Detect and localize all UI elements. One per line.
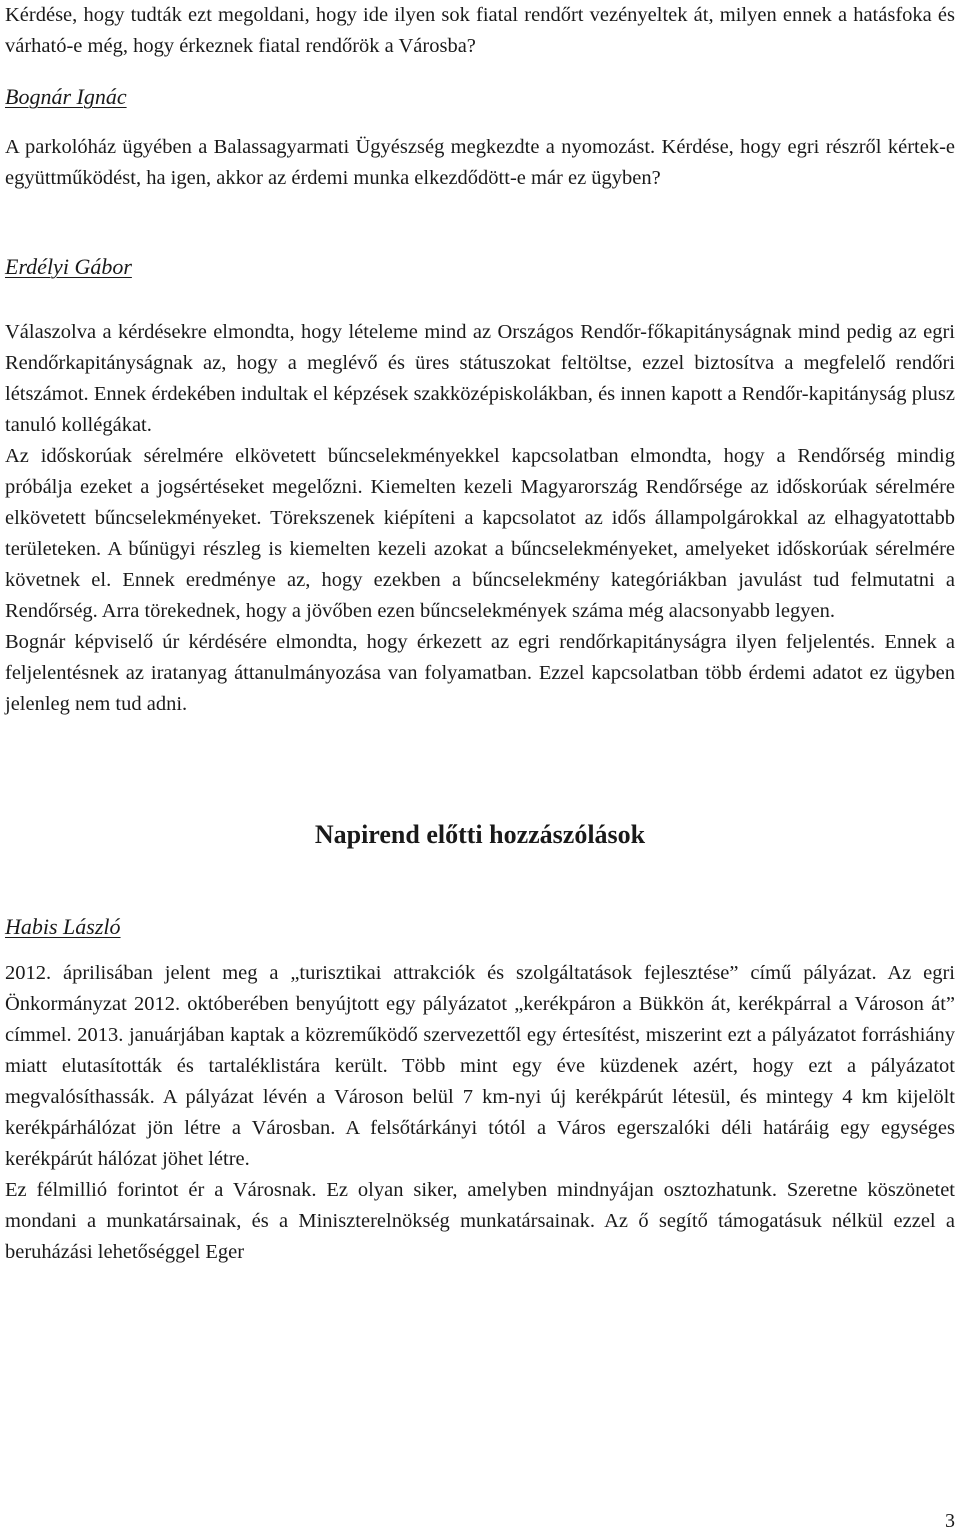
speaker-name-bognar: Bognár Ignác <box>5 84 127 109</box>
section-heading: Napirend előtti hozzászólások <box>314 820 646 849</box>
speaker-2-paragraph-2: Az időskorúak sérelmére elkövetett bűncselekményekkel kapcsolatban elmondta, hogy a Rendőrség mindig próbálja ezeket a jogsértéseket megelőzni. Kiemelten kezeli Magyarország Rendőrsége az időskorúak sérelmére elkövetett bűncselekményeket. Törekszenek kiépíteni a kapcsolatot az idős állampolgárokkal az elhagyatottabb területeken. A bűnügyi részleg is kiemelten kezeli azokat a bűncselekményeket, amelyeket időskorúak sérelmére követnek el. Ennek eredménye az, hogy ezekben a bűncselekmény kategóriákban javulást tud felmutatni a Rendőrség. Arra törekednek, hogy a jövőben ezen bűncselekmények száma még alacsonyabb legyen. <box>5 445 955 622</box>
page-number: 3 <box>945 1510 955 1532</box>
speaker-3-paragraph-1: 2012. áprilisában jelent meg a „turisztikai attrakciók és szolgáltatások fejlesztése” című pályázat. Az egri Önkormányzat 2012. októberében benyújtott egy pályázatot „kerékpáron a Bükkön át, kerékpárral a Városon át” címmel. 2013. januárjában kaptak a közreműködő szervezettől egy értesítést, miszerint ezt a pályázatot forráshiány miatt elutasították és tartaléklistára került. Több mint egy éve küzdenek azért, hogy ezt a pályázatot megvalósíthassák. A pályázat lévén a Városon belül 7 km-nyi új kerékpárút létesül, és mintegy 4 km kijelölt kerékpárhálózat jön létre a Városban. A felsőtárkányi tótól a Város egerszalóki déli határáig egy egységes kerékpárút hálózat jöhet létre. <box>5 962 955 1170</box>
intro-question-paragraph: Kérdése, hogy tudták ezt megoldani, hogy ide ilyen sok fiatal rendőrt vezényeltek át, milyen ennek a hatásfoka és várható-e még, hogy érkeznek fiatal rendőrök a Városba? <box>5 4 955 57</box>
speaker-name-habis: Habis László <box>5 914 121 939</box>
document-page <box>5 0 955 1268</box>
speaker-1-paragraph: A parkolóház ügyében a Balassagyarmati Ügyészség megkezdte a nyomozást. Kérdése, hogy egri részről kértek-e együttműködést, ha igen, akkor az érdemi munka elkezdődött-e már ez ügyben? <box>5 136 955 189</box>
speaker-name-erdelyi: Erdélyi Gábor <box>5 254 132 279</box>
speaker-2-paragraph-1: Válaszolva a kérdésekre elmondta, hogy lételeme mind az Országos Rendőr-főkapitányságnak mind pedig az egri Rendőrkapitányságnak az, hogy a meglévő és üres státuszokat feltöltse, ezzel biztosítva a megfelelő rendőri létszámot. Ennek érdekében indultak el képzések szakközépiskolákban, és innen kapott a Rendőr-kapitányság plusz tanuló kollégákat. <box>5 321 955 436</box>
speaker-3-paragraph-2: Ez félmillió forintot ér a Városnak. Ez olyan siker, amelyben mindnyájan osztozhatunk. Szeretne köszönetet mondani a munkatársainak, és a Miniszterelnökség munkatársainak. Az ő segítő támogatásuk nélkül ezzel a beruházási lehetőséggel Eger <box>5 1179 955 1263</box>
speaker-2-paragraph-3: Bognár képviselő úr kérdésére elmondta, hogy érkezett az egri rendőrkapitányságra ilyen feljelentés. Ennek a feljelentésnek az iratanyag áttanulmányozása van folyamatban. Ezzel kapcsolatban több érdemi adatot ez ügyben jelenleg nem tud adni. <box>5 631 955 715</box>
